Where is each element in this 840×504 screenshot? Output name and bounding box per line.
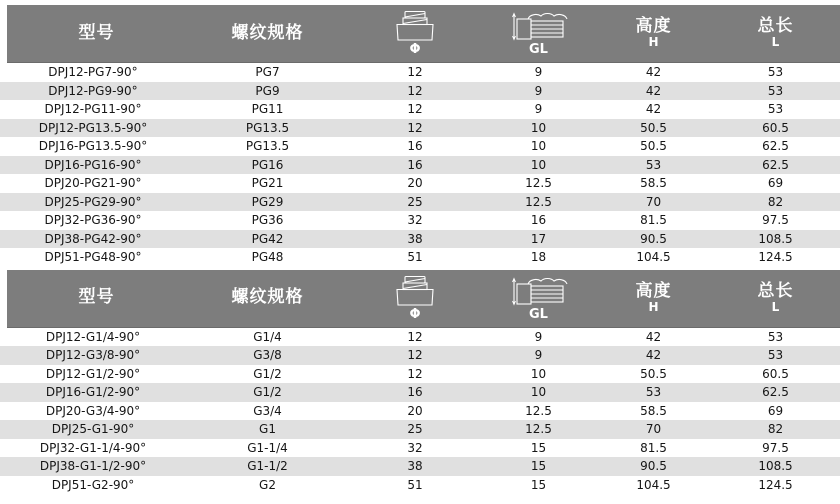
table-cell: 53 bbox=[767, 348, 784, 363]
table-row bbox=[0, 383, 840, 402]
table-row bbox=[0, 100, 840, 119]
table-cell: 42 bbox=[645, 329, 662, 344]
table-cell: 42 bbox=[645, 83, 662, 98]
table-row bbox=[0, 174, 840, 193]
table-cell: 10 bbox=[530, 120, 547, 135]
table-cell: DPJ12-PG13.5-90° bbox=[38, 120, 148, 135]
table-row bbox=[0, 346, 840, 365]
table-cell: 81.5 bbox=[640, 213, 667, 228]
table-cell: DPJ25-G1-90° bbox=[51, 422, 135, 437]
table-cell: 16 bbox=[407, 385, 423, 400]
table-cell: 50.5 bbox=[640, 366, 667, 381]
table-cell: 97.5 bbox=[762, 440, 789, 455]
table-cell: 50.5 bbox=[640, 120, 667, 135]
table-cell: 38 bbox=[407, 231, 423, 246]
table-cell: DPJ32-G1-1/4-90° bbox=[39, 440, 147, 455]
col-header-model-label: 型号 bbox=[78, 287, 115, 308]
table-cell: 32 bbox=[407, 213, 423, 228]
table-cell: DPJ20-PG21-90° bbox=[44, 176, 142, 191]
table-cell: 12 bbox=[407, 83, 423, 98]
table-cell: 58.5 bbox=[640, 403, 667, 418]
table-cell: DPJ12-PG11-90° bbox=[44, 102, 142, 117]
table-cell: DPJ38-G1-1/2-90° bbox=[39, 459, 147, 474]
table-row bbox=[0, 211, 840, 230]
col-header-length-symbol: L bbox=[771, 35, 780, 50]
table-cell: G3/4 bbox=[253, 403, 282, 418]
table-cell: DPJ16-G1/2-90° bbox=[45, 385, 141, 400]
table-cell: PG36 bbox=[251, 213, 284, 228]
table-cell: 12.5 bbox=[525, 422, 552, 437]
table-cell: 81.5 bbox=[640, 440, 667, 455]
g-thread-table bbox=[0, 270, 840, 495]
table-cell: 69 bbox=[767, 403, 784, 418]
table-cell: 70 bbox=[645, 422, 662, 437]
table-cell: G1 bbox=[259, 422, 276, 437]
col-header-height-symbol: H bbox=[648, 35, 659, 50]
col-header-diameter bbox=[349, 270, 481, 327]
table-cell: 10 bbox=[530, 157, 547, 172]
table-cell: 82 bbox=[767, 194, 784, 209]
table-cell: 9 bbox=[534, 83, 543, 98]
col-header-length-symbol: L bbox=[771, 299, 780, 314]
table-cell: PG21 bbox=[251, 176, 284, 191]
col-header-gl bbox=[481, 5, 596, 62]
table-cell: DPJ51-G2-90° bbox=[51, 477, 135, 492]
table-cell: PG9 bbox=[255, 83, 280, 98]
table-cell: 51 bbox=[407, 477, 423, 492]
col-header-model bbox=[7, 5, 186, 62]
table-cell: 12 bbox=[407, 348, 423, 363]
table-row bbox=[0, 137, 840, 156]
table-row bbox=[0, 193, 840, 212]
table-cell: 12 bbox=[407, 120, 423, 135]
table-cell: 9 bbox=[534, 65, 543, 80]
table-cell: 82 bbox=[767, 422, 784, 437]
table-cell: 18 bbox=[530, 250, 547, 265]
table-cell: 90.5 bbox=[640, 231, 667, 246]
table-cell: G1/4 bbox=[253, 329, 282, 344]
table-row bbox=[0, 439, 840, 458]
gland-side-view-icon bbox=[508, 10, 570, 42]
table-cell: 53 bbox=[767, 329, 784, 344]
table-cell: 104.5 bbox=[636, 477, 671, 492]
col-header-height-label: 高度 bbox=[635, 16, 672, 37]
col-header-height bbox=[596, 270, 711, 327]
table-cell: 16 bbox=[407, 157, 423, 172]
col-header-height-label: 高度 bbox=[635, 280, 672, 301]
table-cell: 108.5 bbox=[758, 231, 793, 246]
table-cell: 12 bbox=[407, 102, 423, 117]
col-header-gl-label: GL bbox=[529, 306, 548, 322]
table-cell: DPJ20-G3/4-90° bbox=[45, 403, 141, 418]
table-cell: 15 bbox=[530, 440, 547, 455]
pg-table-body bbox=[0, 63, 840, 267]
table-cell: DPJ25-PG29-90° bbox=[44, 194, 142, 209]
table-cell: 97.5 bbox=[762, 213, 789, 228]
table-cell: 12 bbox=[407, 366, 423, 381]
col-header-length bbox=[711, 270, 840, 327]
table-cell: 53 bbox=[767, 65, 784, 80]
table-cell: 53 bbox=[767, 83, 784, 98]
table-cell: PG48 bbox=[251, 250, 284, 265]
table-row bbox=[0, 476, 840, 495]
col-header-height-symbol: H bbox=[648, 299, 659, 314]
col-header-thread-spec bbox=[186, 270, 349, 327]
table-cell: G1/2 bbox=[253, 366, 282, 381]
col-header-height bbox=[596, 5, 711, 62]
table-cell: 42 bbox=[645, 102, 662, 117]
table-cell: 62.5 bbox=[762, 139, 789, 154]
table-row bbox=[0, 402, 840, 421]
col-header-thread-label: 螺纹规格 bbox=[231, 287, 304, 308]
table-cell: 9 bbox=[534, 348, 543, 363]
col-header-thread-spec bbox=[186, 5, 349, 62]
table-cell: G2 bbox=[259, 477, 276, 492]
table-cell: 15 bbox=[530, 477, 547, 492]
table-row bbox=[0, 156, 840, 175]
col-header-diameter bbox=[349, 5, 481, 62]
table-cell: 58.5 bbox=[640, 176, 667, 191]
table-cell: 10 bbox=[530, 366, 547, 381]
table-cell: 16 bbox=[530, 213, 547, 228]
table-cell: 12.5 bbox=[525, 194, 552, 209]
table-cell: 15 bbox=[530, 459, 547, 474]
table-row bbox=[0, 82, 840, 101]
table-cell: 9 bbox=[534, 102, 543, 117]
table-cell: 60.5 bbox=[762, 366, 789, 381]
table-cell: DPJ16-PG16-90° bbox=[44, 157, 142, 172]
table-cell: 12.5 bbox=[525, 176, 552, 191]
table-cell: 12 bbox=[407, 329, 423, 344]
table-cell: 38 bbox=[407, 459, 423, 474]
table-row bbox=[0, 365, 840, 384]
col-header-diameter-label: Φ bbox=[409, 306, 421, 322]
table-cell: 70 bbox=[645, 194, 662, 209]
table-cell: G3/8 bbox=[253, 348, 282, 363]
table-cell: 53 bbox=[767, 102, 784, 117]
table-cell: 25 bbox=[407, 422, 423, 437]
col-header-length-label: 总长 bbox=[757, 280, 794, 301]
table-cell: 53 bbox=[645, 385, 662, 400]
col-header-diameter-label: Φ bbox=[409, 42, 421, 58]
col-header-model bbox=[7, 270, 186, 327]
table-cell: PG7 bbox=[255, 65, 280, 80]
table-cell: 10 bbox=[530, 139, 547, 154]
gland-top-view-icon bbox=[392, 275, 438, 307]
table-cell: DPJ16-PG13.5-90° bbox=[38, 139, 148, 154]
pg-thread-table bbox=[0, 5, 840, 267]
table-cell: 16 bbox=[407, 139, 423, 154]
gland-top-view-icon bbox=[392, 10, 438, 42]
table-cell: 12 bbox=[407, 65, 423, 80]
table-cell: DPJ32-PG36-90° bbox=[44, 213, 142, 228]
table-cell: DPJ12-PG9-90° bbox=[48, 83, 138, 98]
table-cell: DPJ12-G1/2-90° bbox=[45, 366, 141, 381]
col-header-length-label: 总长 bbox=[757, 16, 794, 37]
table-row bbox=[0, 420, 840, 439]
table-cell: 104.5 bbox=[636, 250, 671, 265]
table-row bbox=[0, 457, 840, 476]
table-header bbox=[7, 270, 840, 328]
table-cell: 25 bbox=[407, 194, 423, 209]
table-cell: 32 bbox=[407, 440, 423, 455]
table-cell: PG29 bbox=[251, 194, 284, 209]
table-cell: G1-1/2 bbox=[247, 459, 288, 474]
table-cell: 42 bbox=[645, 65, 662, 80]
table-row bbox=[0, 248, 840, 267]
table-cell: DPJ38-PG42-90° bbox=[44, 231, 142, 246]
table-cell: G1-1/4 bbox=[247, 440, 288, 455]
table-cell: 12.5 bbox=[525, 403, 552, 418]
table-cell: 124.5 bbox=[758, 250, 793, 265]
table-row bbox=[0, 230, 840, 249]
table-row bbox=[0, 63, 840, 82]
table-cell: PG13.5 bbox=[245, 139, 290, 154]
table-cell: 69 bbox=[767, 176, 784, 191]
table-cell: 10 bbox=[530, 385, 547, 400]
table-cell: 17 bbox=[530, 231, 547, 246]
table-row bbox=[0, 119, 840, 138]
table-cell: G1/2 bbox=[253, 385, 282, 400]
table-cell: DPJ12-G1/4-90° bbox=[45, 329, 141, 344]
table-cell: 60.5 bbox=[762, 120, 789, 135]
table-cell: 62.5 bbox=[762, 385, 789, 400]
col-header-thread-label: 螺纹规格 bbox=[231, 22, 304, 43]
g-table-body bbox=[0, 328, 840, 495]
col-header-gl bbox=[481, 270, 596, 327]
table-header bbox=[7, 5, 840, 63]
col-header-length bbox=[711, 5, 840, 62]
table-cell: DPJ12-PG7-90° bbox=[48, 65, 138, 80]
table-cell: 42 bbox=[645, 348, 662, 363]
table-cell: 9 bbox=[534, 329, 543, 344]
table-cell: 20 bbox=[407, 403, 423, 418]
table-cell: 53 bbox=[645, 157, 662, 172]
table-cell: 51 bbox=[407, 250, 423, 265]
col-header-model-label: 型号 bbox=[78, 22, 115, 43]
table-cell: 124.5 bbox=[758, 477, 793, 492]
table-cell: 90.5 bbox=[640, 459, 667, 474]
table-cell: 20 bbox=[407, 176, 423, 191]
table-cell: PG11 bbox=[251, 102, 284, 117]
table-row bbox=[0, 328, 840, 347]
table-cell: DPJ12-G3/8-90° bbox=[45, 348, 141, 363]
table-cell: 62.5 bbox=[762, 157, 789, 172]
table-cell: 108.5 bbox=[758, 459, 793, 474]
table-cell: DPJ51-PG48-90° bbox=[44, 250, 142, 265]
table-cell: PG13.5 bbox=[245, 120, 290, 135]
table-cell: 50.5 bbox=[640, 139, 667, 154]
table-cell: PG42 bbox=[251, 231, 284, 246]
gland-side-view-icon bbox=[508, 275, 570, 307]
table-cell: PG16 bbox=[251, 157, 284, 172]
col-header-gl-label: GL bbox=[529, 42, 548, 58]
